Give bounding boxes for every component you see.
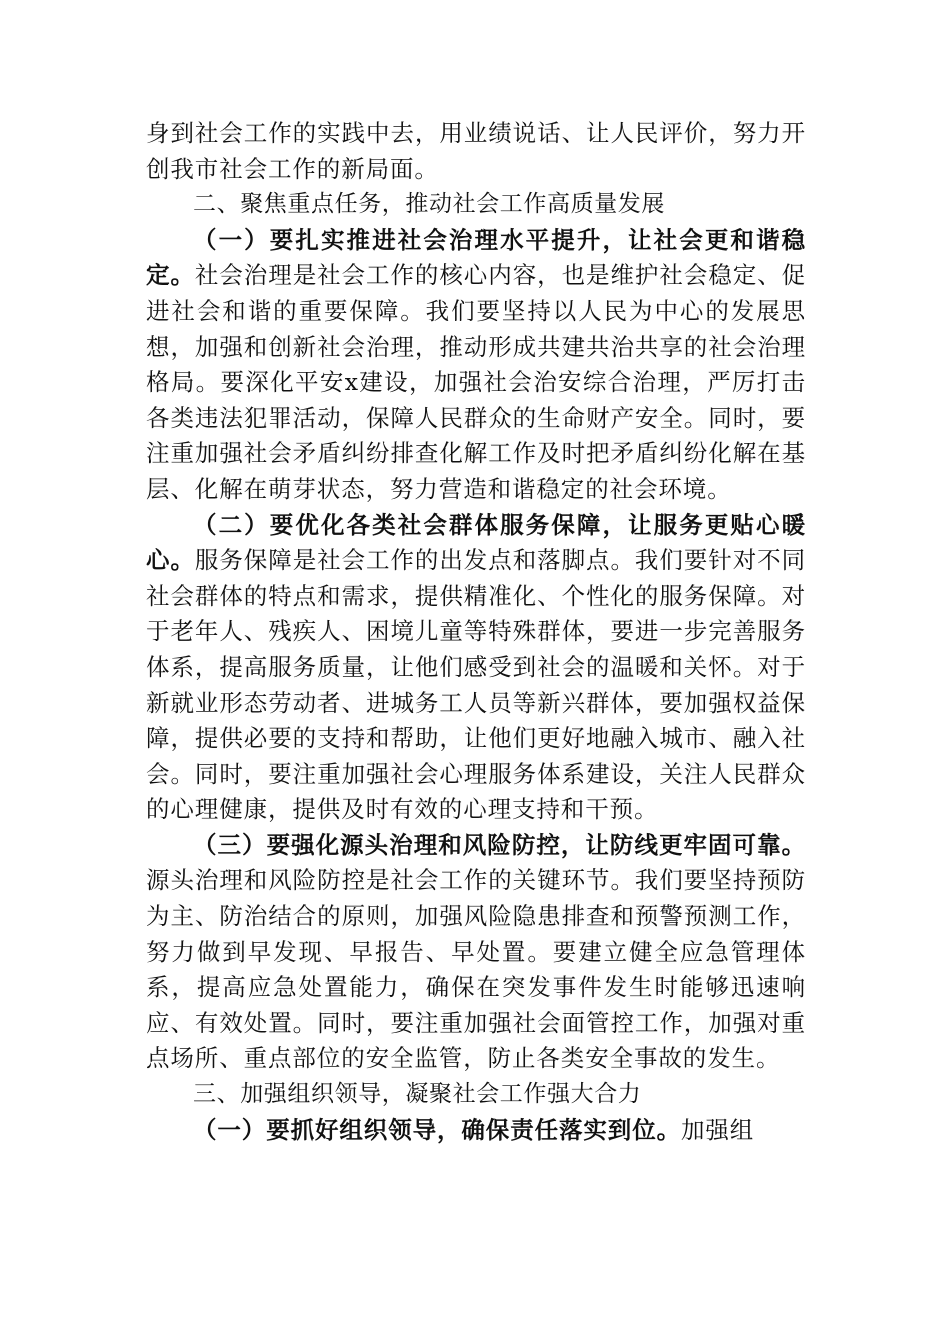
paragraph-continuation: 身到社会工作的实践中去，用业绩说话、让人民评价，努力开创我市社会工作的新局面。 bbox=[146, 119, 806, 183]
paragraph-3-1 bbox=[146, 1113, 806, 1149]
document-body bbox=[146, 116, 806, 1148]
paragraph-2-3 bbox=[146, 828, 806, 1077]
paragraph-2-1 bbox=[146, 223, 806, 508]
paragraph-lead: （二）要优化各类社会群体服务保障，让服务更贴心暖心。 bbox=[146, 510, 806, 575]
section-heading-2: 二、聚焦重点任务，推动社会工作高质量发展 bbox=[193, 191, 665, 218]
paragraph-text: 源头治理和风险防控是社会工作的关键环节。我们要坚持预防为主、防治结合的原则，加强风险隐患排查和预警预测工作，努力做到早发现、早报告、早处置。要建立健全应急管理体系，提高应急处置能力，确保在突发事件发生时能够迅速响应、有效处置。同时，要注重加强社会面管控工作，加强对重点场所、重点部位的安全监管，防止各类安全事故的发生。 bbox=[146, 866, 806, 1073]
paragraph-lead: （一）要抓好组织领导，确保责任落实到位。 bbox=[193, 1115, 681, 1144]
paragraph-lead: （一）要扎实推进社会治理水平提升，让社会更和谐稳定。 bbox=[146, 225, 806, 290]
paragraph-text: 加强组 bbox=[681, 1115, 755, 1144]
paragraph-text: 服务保障是社会工作的出发点和落脚点。我们要针对不同社会群体的特点和需求，提供精准化、个性化的服务保障。对于老年人、残疾人、困境儿童等特殊群体，要进一步完善服务体系，提高服务质量，让他们感受到社会的温暖和关怀。对于新就业形态劳动者、进城务工人员等新兴群体，要加强权益保障，提供必要的支持和帮助，让他们更好地融入城市、融入社会。同时，要注重加强社会心理服务体系建设，关注人民群众的心理健康，提供及时有效的心理支持和干预。 bbox=[146, 546, 807, 824]
paragraph-text: 社会治理是社会工作的核心内容，也是维护社会稳定、促进社会和谐的重要保障。我们要坚持以人民为中心的发展思想，加强和创新社会治理，推动形成共建共治共享的社会治理格局。要深化平安x建设，加强社会治安综合治理，严厉打击各类违法犯罪活动，保障人民群众的生命财产安全。同时，要注重加强社会矛盾纠纷排查化解工作及时把矛盾纠纷化解在基层、化解在萌芽状态，努力营造和谐稳定的社会环境。 bbox=[146, 261, 807, 503]
section-heading-3: 三、加强组织领导，凝聚社会工作强大合力 bbox=[193, 1081, 642, 1108]
paragraph-lead: （三）要强化源头治理和风险防控，让防线更牢固可靠。 bbox=[193, 830, 806, 859]
paragraph-2-2 bbox=[146, 508, 806, 828]
